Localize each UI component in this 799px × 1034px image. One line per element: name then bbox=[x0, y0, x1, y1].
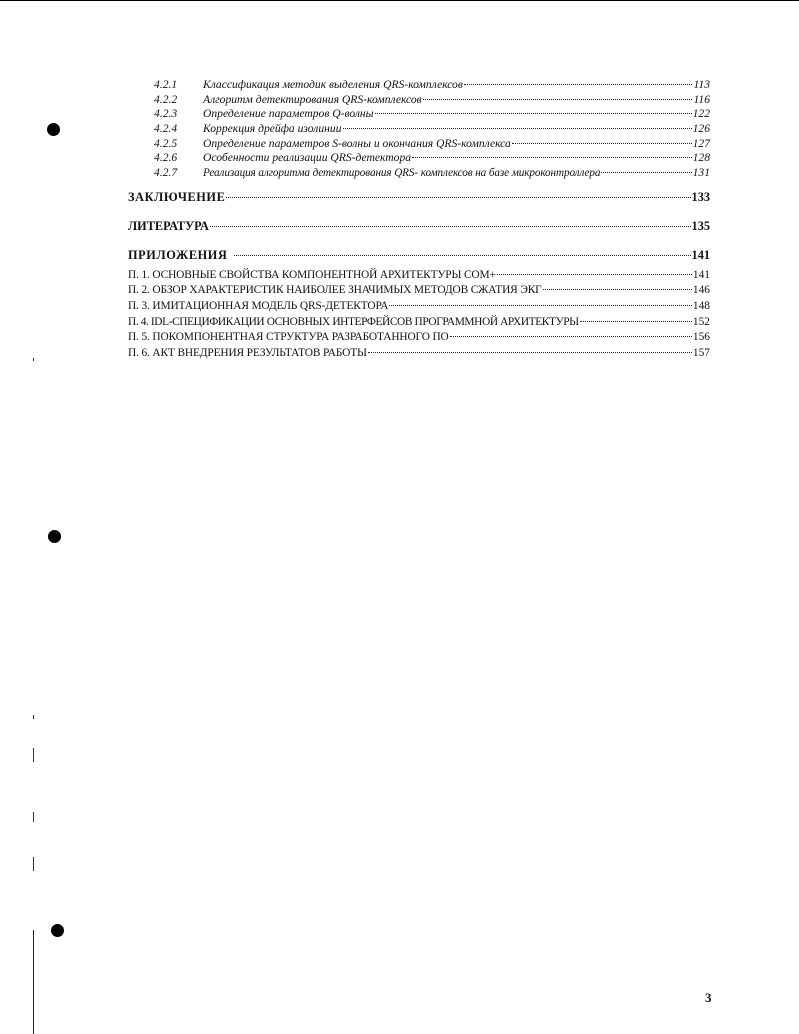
section-title: Реализация алгоритма детектирования QRS- комплексов на базе микроконтроллера bbox=[203, 167, 601, 180]
left-scan-edge bbox=[33, 930, 34, 1034]
section-number: 4.2.7 bbox=[154, 166, 178, 180]
section-number: 4.2.6 bbox=[154, 151, 178, 165]
page-ref: 146 bbox=[692, 284, 710, 297]
dot-leader bbox=[210, 226, 691, 227]
page-number: 3 bbox=[705, 990, 712, 1005]
section-number: 4.2.1 bbox=[154, 78, 178, 91]
top-border-line bbox=[0, 0, 799, 1]
dot-leader bbox=[497, 274, 692, 275]
toc-subsection-row[interactable] bbox=[128, 93, 710, 108]
appendix-title: П. 2. ОБЗОР ХАРАКТЕРИСТИК НАИБОЛЕЕ ЗНАЧИМЫХ МЕТОДОВ СЖАТИЯ ЭКГ bbox=[128, 284, 542, 297]
dot-leader bbox=[226, 197, 690, 198]
dot-leader bbox=[580, 321, 692, 322]
dot-leader bbox=[464, 84, 693, 85]
scan-speck bbox=[33, 812, 34, 822]
section-number: 4.2.4 bbox=[154, 122, 178, 136]
dot-leader bbox=[375, 113, 692, 114]
section-title: Алгоритм детектирования QRS-комплексов bbox=[203, 92, 422, 106]
toc-subsection-row[interactable] bbox=[128, 122, 710, 137]
page-ref: 116 bbox=[693, 92, 710, 106]
dot-leader bbox=[450, 336, 692, 337]
toc-subsection-row[interactable] bbox=[128, 137, 710, 152]
toc-appendix-row[interactable] bbox=[128, 300, 710, 316]
toc-subsection-row[interactable] bbox=[128, 151, 710, 166]
page-ref: 126 bbox=[692, 122, 710, 136]
toc-subsection-row[interactable] bbox=[128, 166, 710, 181]
toc-appendix-row[interactable] bbox=[128, 269, 710, 285]
dot-leader bbox=[368, 352, 692, 353]
dot-leader bbox=[343, 128, 692, 129]
section-number: 4.2.2 bbox=[154, 92, 178, 106]
appendix-title: П. 4. IDL-СПЕЦИФИКАЦИИ ОСНОВНЫХ ИНТЕРФЕЙСОВ ПРОГРАММНОЙ АРХИТЕКТУРЫ bbox=[128, 315, 579, 328]
dot-leader bbox=[389, 305, 692, 306]
page-ref: 141 bbox=[691, 247, 710, 262]
page-ref: 113 bbox=[693, 78, 710, 91]
section-title: Определение параметров S-волны и окончания QRS-комплекса bbox=[203, 136, 511, 150]
toc-appendix-row[interactable] bbox=[128, 284, 710, 300]
section-title: Классификация методик выделения QRS-комплексов bbox=[203, 78, 463, 91]
page-ref: 122 bbox=[692, 107, 710, 121]
scan-speck bbox=[33, 748, 34, 762]
toc-appendix-row[interactable] bbox=[128, 331, 710, 347]
appendix-title: П. 3. ИМИТАЦИОННАЯ МОДЕЛЬ QRS-ДЕТЕКТОРА bbox=[128, 300, 389, 312]
dot-leader bbox=[543, 289, 692, 290]
dot-leader bbox=[234, 255, 690, 256]
table-of-contents bbox=[128, 78, 710, 362]
page-ref: 135 bbox=[691, 218, 710, 233]
chapter-title: ЗАКЛЮЧЕНИЕ bbox=[128, 189, 226, 204]
dot-leader bbox=[423, 99, 693, 100]
toc-subsection-row[interactable] bbox=[128, 107, 710, 122]
section-title: Определение параметров Q-волны bbox=[203, 107, 374, 121]
toc-subsection-row[interactable] bbox=[128, 78, 710, 93]
punch-hole-top bbox=[47, 123, 60, 136]
page-ref: 152 bbox=[692, 315, 710, 328]
page-ref: 128 bbox=[692, 151, 710, 165]
toc-appendix-row[interactable] bbox=[128, 316, 710, 332]
dot-leader bbox=[601, 172, 691, 173]
page-ref: 127 bbox=[692, 136, 710, 150]
section-title: Особенности реализации QRS-детектора bbox=[203, 151, 412, 165]
dot-leader bbox=[412, 157, 692, 158]
section-title: Коррекция дрейфа изолинии bbox=[203, 122, 342, 136]
page-ref: 133 bbox=[691, 189, 710, 204]
page-ref: 131 bbox=[692, 166, 710, 180]
page-ref: 148 bbox=[692, 300, 710, 312]
toc-appendix-row[interactable] bbox=[128, 347, 710, 363]
page-ref: 141 bbox=[692, 268, 710, 281]
chapter-title: ПРИЛОЖЕНИЯ bbox=[128, 247, 228, 262]
punch-hole-middle bbox=[48, 530, 61, 543]
dot-leader bbox=[512, 143, 692, 144]
appendix-title: П. 5. ПОКОМПОНЕНТНАЯ СТРУКТУРА РАЗРАБОТАННОГО ПО bbox=[128, 331, 449, 344]
chapter-title: ЛИТЕРАТУРА bbox=[128, 218, 209, 233]
scan-speck bbox=[33, 857, 34, 871]
page-ref: 157 bbox=[692, 346, 710, 359]
section-number: 4.2.3 bbox=[154, 107, 178, 121]
toc-chapter-appendices[interactable] bbox=[128, 248, 710, 263]
section-number: 4.2.5 bbox=[154, 136, 178, 150]
appendix-title: П. 1. ОСНОВНЫЕ СВОЙСТВА КОМПОНЕНТНОЙ АРХИТЕКТУРЫ COM+ bbox=[128, 268, 496, 281]
toc-chapter-literature[interactable] bbox=[128, 219, 710, 234]
appendix-title: П. 6. АКТ ВНЕДРЕНИЯ РЕЗУЛЬТАТОВ РАБОТЫ bbox=[128, 346, 367, 359]
punch-hole-bottom bbox=[51, 924, 64, 937]
page-ref: 156 bbox=[692, 331, 710, 344]
toc-chapter-conclusion[interactable] bbox=[128, 190, 710, 205]
scan-speck bbox=[33, 358, 34, 361]
scan-speck bbox=[33, 715, 34, 719]
